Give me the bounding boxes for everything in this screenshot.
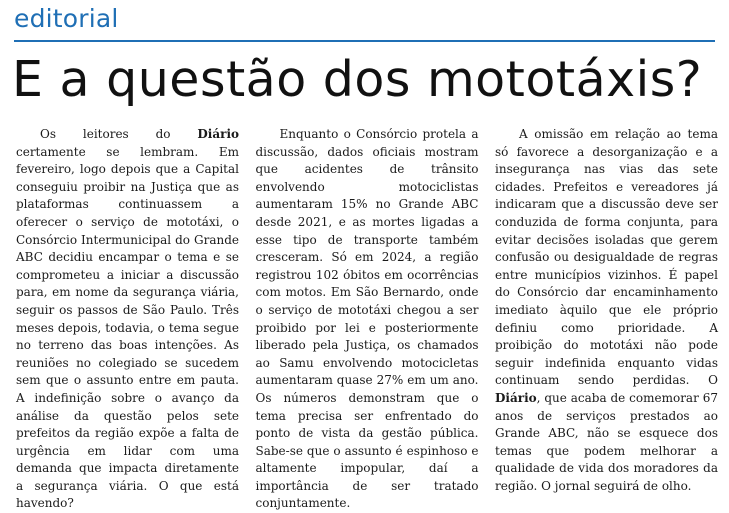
column-1-paragraph	[16, 126, 239, 513]
newspaper-name: Diário	[197, 127, 239, 141]
column-2-paragraph	[256, 126, 479, 513]
section-label: editorial	[14, 4, 119, 33]
newspaper-name: Diário	[495, 390, 537, 405]
section-divider	[14, 40, 715, 42]
text-run: Os leitores do	[40, 127, 198, 141]
article-body	[16, 126, 718, 511]
text-run: Enquanto o Consórcio protela a discussão, dados oficiais mostram que acidentes de trânsito envolvendo motociclistas aumentaram 15% no Grande ABC desde 2021, e as mortes ligadas a esse tipo de transporte também cresceram. Só em 2024, a região registrou 102 óbitos em ocorrências com motos. Em São Bernardo, onde o serviço de mototáxi chegou a ser proibido por lei e posteriormente liberado pela Justiça, os chamados ao Samu envolvendo motocicletas aumentaram quase 27% em um ano. Os números demonstram que o tema precisa ser enfrentado do ponto de vista da gestão pública. Sabe-se que o assunto é espinhoso e altamente impopular, daí a importância de ser tratado conjuntamente.	[255, 127, 479, 511]
column-3-paragraph	[495, 126, 718, 495]
headline: E a questão dos mototáxis?	[12, 51, 703, 108]
text-run: certamente se lembram. Em fevereiro, logo depois que a Capital conseguiu proibir na Justiça que as plataformas continuassem a oferecer o serviço de mototáxi, o Consórcio Intermunicipal do Grande ABC decidiu encampar o tema e se comprometeu a iniciar a discussão para, em nome da segurança viária, seguir os passos de São Paulo. Três meses depois, todavia, o tema segue no terreno das boas intenções. As reuniões no colegiado se sucedem sem que o assunto entre em pauta. A indefinição sobre o avanço da análise da questão pelos sete prefeitos da região expõe a falta de urgência em lidar com uma demanda que impacta diretamente a segurança viária. O que está havendo?	[16, 144, 239, 511]
text-run: , que acaba de comemorar 67 anos de serviços prestados ao Grande ABC, não se esquece dos temas que podem melhorar a qualidade de vida dos moradores da região. O jornal seguirá de olho.	[495, 390, 718, 493]
column-2	[255, 126, 479, 511]
text-run: A omissão em relação ao tema só favorece a desorganização e a insegurança nas vias das sete cidades. Prefeitos e vereadores já indicaram que a discussão deve ser conduzida de forma conjunta, para evitar decisões isoladas que gerem confusão ou desigualdade de regras entre municípios vizinhos. É papel do Consórcio dar encaminhamento imediato àquilo que ele próprio definiu como prioridade. A proibição do mototáxi não pode seguir indefinida enquanto vidas continuam sendo perdidas. O	[495, 127, 718, 388]
column-3	[495, 126, 718, 493]
column-1	[16, 126, 239, 511]
